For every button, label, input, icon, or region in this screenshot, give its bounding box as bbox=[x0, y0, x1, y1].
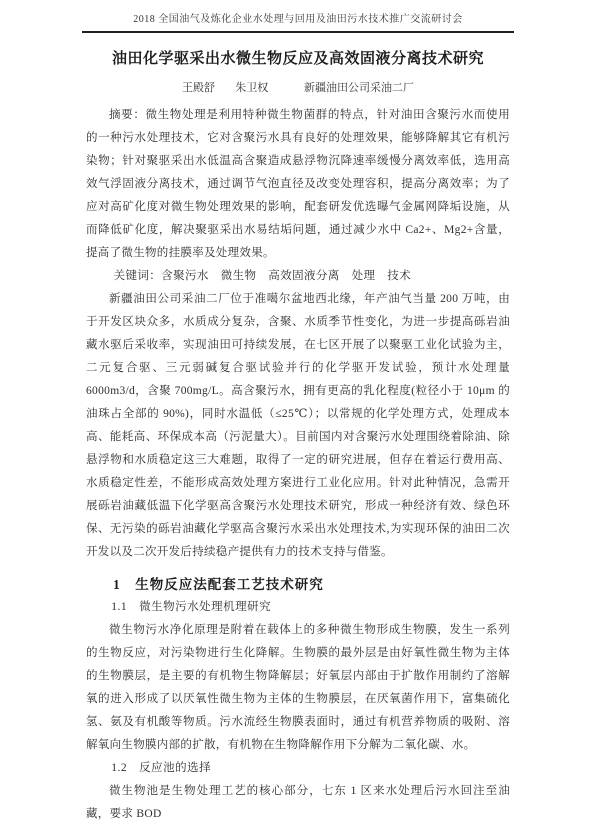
author-line bbox=[86, 80, 510, 96]
section-1-2-paragraph: 微生物池是生物处理工艺的核心部分，七东 1 区来水处理后污水回注至油藏，要求 BOD bbox=[86, 785, 510, 820]
header-rule bbox=[82, 31, 514, 33]
section-1-heading: 1 生物反应法配套工艺技术研究 bbox=[113, 577, 324, 592]
section-1-1-heading: 1.1 微生物污水处理机理研究 bbox=[111, 601, 272, 613]
author-name-1: 王殿舒 bbox=[181, 82, 215, 94]
section-1-2-heading: 1.2 反应池的选择 bbox=[111, 762, 212, 774]
introduction-paragraph: 新疆油田公司采油二厂位于准噶尔盆地西北缘，年产油气当量 200 万吨，由于开发区块众多，水质成分复杂，含聚、水质季节性变化，为进一步提高砾岩油藏水驱后采收率，实现油田可持续发展，在七区开展了以聚驱工业化试验为主，二元复合驱、三元弱碱复合驱试验并行的化学驱开发试验，预计水处理量 6000m3/d，含聚 700mg/L。高含聚污水，拥有更高的乳化程度(粒径小于 10μm 的油珠占全部的 90%)，同时水温低（≤25℃）；以常规的化学处理方式，处理成本高、能耗高、环保成本高（污泥量大）。目前国内对含聚污水处理围绕着除油、除悬浮物和水质稳定这三大难题，取得了一定的研究进展，但存在着运行费用高、水质稳定性差，不能形成高效处理方案进行工业化应用。针对此种情况，急需开展砾岩油藏低温下化学驱高含聚污水处理技术研究，形成一种经济有效、绿色环保、无污染的砾岩油藏化学驱高含聚污水采出水处理技术,为实现环保的油田二次开发以及二次开发后持续稳产提供有力的技术支持与借鉴。 bbox=[86, 293, 510, 558]
author-name-2: 朱卫权 bbox=[235, 82, 269, 94]
abstract-paragraph: 摘要：微生物处理是利用特种微生物菌群的特点，针对油田含聚污水而使用的一种污水处理技术，它对含聚污水具有良好的处理效果，能够降解其它有机污染物；针对聚驱采出水低温高含聚造成悬浮物沉降速率缓慢分离效率低，选用高效气浮固液分离技术，通过调节气泡直径及改变处理容积，提高分离效率；为了应对高矿化度对微生物处理效果的影响，配套研发优选曝气金属网降垢设施，从而降低矿化度，解决聚驱采出水易结垢问题，通过减少水中 Ca2+、Mg2+含量，提高了微生物的挂膜率及处理效果。 bbox=[86, 109, 510, 259]
author-affiliation: 新疆油田公司采油二厂 bbox=[304, 82, 415, 94]
conference-header: 2018 全国油气及炼化企业水处理与回用及油田污水技术推广交流研讨会 bbox=[133, 14, 463, 25]
paper-title: 油田化学驱采出水微生物反应及高效固液分离技术研究 bbox=[111, 51, 484, 67]
keywords-line: 关键词：含聚污水 微生物 高效固液分离 处理 技术 bbox=[113, 270, 412, 282]
section-1-1-paragraph: 微生物污水净化原理是附着在载体上的多种微生物形成生物膜，发生一系列的生物反应，对污染物进行生化降解。生物膜的最外层是由好氧性微生物为主体的生物膜层，是主要的有机物生物降解层；好氧层内部由于扩散作用制约了溶解氧的进入形成了以厌氧性微生物为主体的生物膜层，在厌氧菌作用下，富集硫化氢、氨及有机酸等物质。污水流经生物膜表面时，通过有机营养物质的吸附、溶解氧向生物膜内部的扩散，有机物在生物降解作用下分解为二氧化碳、水。 bbox=[86, 624, 510, 751]
